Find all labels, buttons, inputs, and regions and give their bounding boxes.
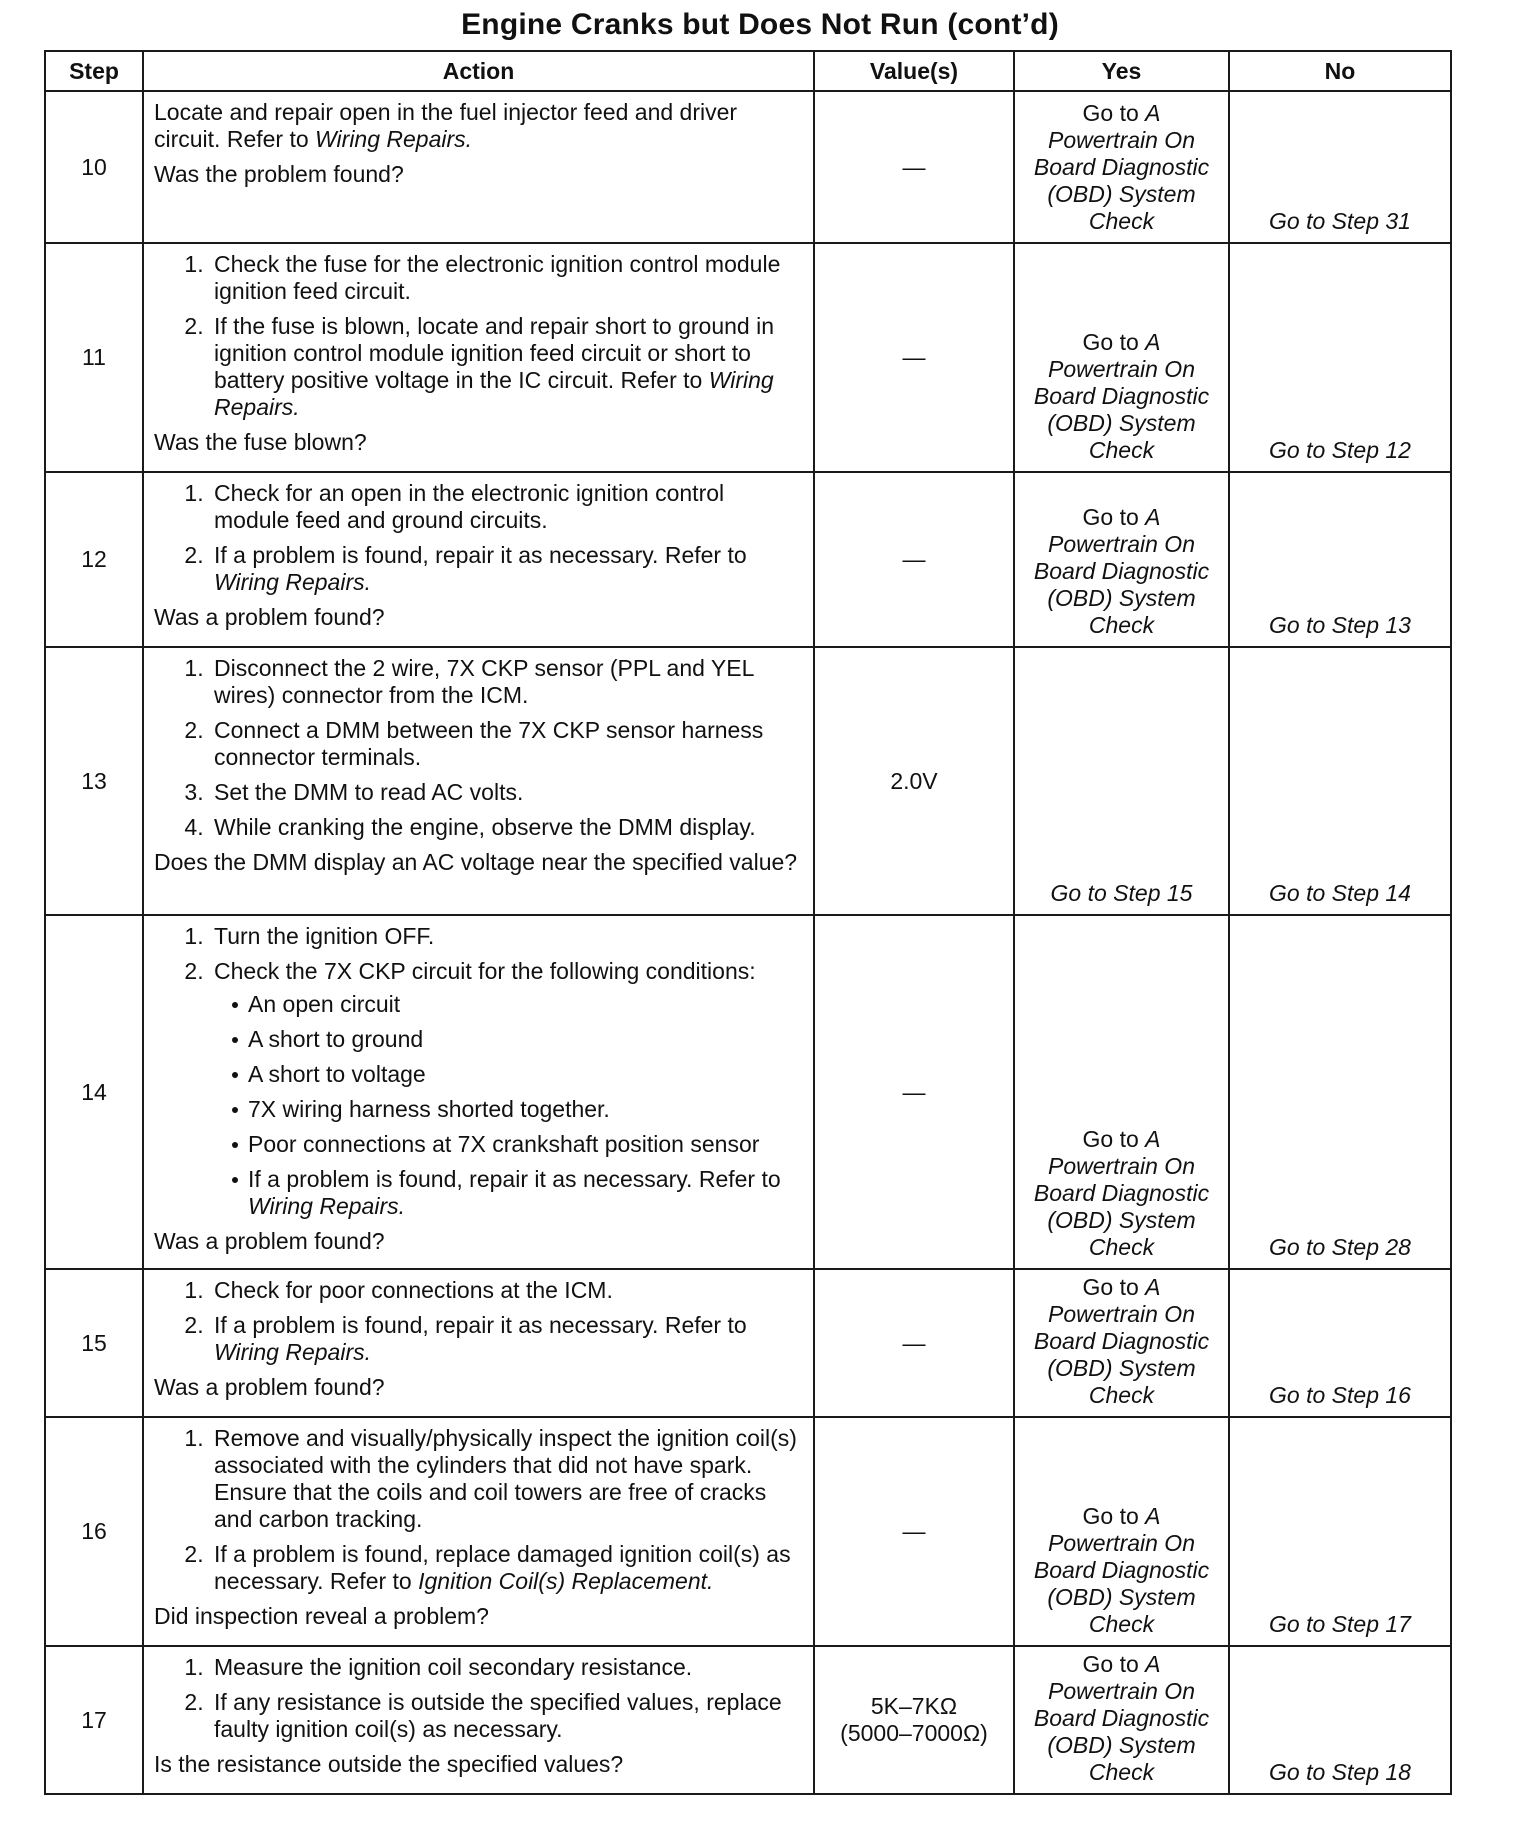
step-number: 13 [45, 647, 143, 915]
action-steps [154, 1277, 801, 1366]
action-text: Locate and repair open in the fuel injector feed and driver circuit. Refer to Wiring Repairs. [154, 99, 738, 152]
list-item: 2. If a problem is found, replace damaged ignition coil(s) as necessary. Refer to Ignition Coil(s) Replacement. [210, 1541, 801, 1595]
yes-cell: Go to A Powertrain On Board Diagnostic (OBD) System Check [1014, 1646, 1229, 1794]
table-row [45, 472, 1451, 647]
no-cell: Go to Step 17 [1229, 1417, 1451, 1646]
action-cell [143, 1646, 814, 1794]
value-cell: — [814, 1269, 1014, 1417]
action-question: Did inspection reveal a problem? [154, 1603, 489, 1629]
yes-cell: Go to A Powertrain On Board Diagnostic (OBD) System Check [1014, 1269, 1229, 1417]
yes-cell: Go to Step 15 [1014, 647, 1229, 915]
action-question: Was the problem found? [154, 161, 404, 187]
yes-cell: Go to A Powertrain On Board Diagnostic (OBD) System Check [1014, 472, 1229, 647]
header-value: Value(s) [814, 51, 1014, 91]
yes-cell: Go to A Powertrain On Board Diagnostic (OBD) System Check [1014, 1417, 1229, 1646]
table-row [45, 91, 1451, 243]
value-cell: — [814, 243, 1014, 472]
action-steps [154, 923, 801, 1220]
reference-link-text: Wiring Repairs. [315, 126, 473, 152]
action-steps [154, 655, 801, 841]
action-steps [154, 1654, 801, 1743]
list-item: 1. Check for an open in the electronic ignition control module feed and ground circuits. [210, 480, 801, 534]
list-item: 7X wiring harness shorted together. [248, 1096, 801, 1123]
value-cell: 2.0V [814, 647, 1014, 915]
no-cell: Go to Step 14 [1229, 647, 1451, 915]
list-item: 2. Check the 7X CKP circuit for the following conditions: An open circuit A short to ground A short to voltage 7X wiring harness shorted together. Poor connections at 7X crankshaft position sensor If a problem is found, repair it as necessary. Refer to Wiring Repairs. [210, 958, 801, 1220]
header-row [45, 51, 1451, 91]
value-cell: — [814, 91, 1014, 243]
no-cell: Go to Step 13 [1229, 472, 1451, 647]
yes-cell: Go to A Powertrain On Board Diagnostic (OBD) System Check [1014, 91, 1229, 243]
list-item: A short to ground [248, 1026, 801, 1053]
list-item: An open circuit [248, 991, 801, 1018]
step-number: 12 [45, 472, 143, 647]
action-cell [143, 243, 814, 472]
yes-cell: Go to A Powertrain On Board Diagnostic (OBD) System Check [1014, 915, 1229, 1269]
no-cell: Go to Step 16 [1229, 1269, 1451, 1417]
value-cell: — [814, 1417, 1014, 1646]
header-step: Step [45, 51, 143, 91]
header-action: Action [143, 51, 814, 91]
action-question: Was the fuse blown? [154, 429, 367, 455]
action-cell [143, 91, 814, 243]
table-row [45, 1417, 1451, 1646]
list-item: 2. If the fuse is blown, locate and repair short to ground in ignition control module ignition feed circuit or short to battery positive voltage in the IC circuit. Refer to Wiring Repairs. [210, 313, 801, 421]
step-number: 15 [45, 1269, 143, 1417]
list-item: 1. Disconnect the 2 wire, 7X CKP sensor (PPL and YEL wires) connector from the ICM. [210, 655, 801, 709]
action-cell [143, 1417, 814, 1646]
step-number: 16 [45, 1417, 143, 1646]
list-item: 1. Remove and visually/physically inspect the ignition coil(s) associated with the cylinders that did not have spark. Ensure that the coils and coil towers are free of cracks and carbon tracking. [210, 1425, 801, 1533]
action-cell [143, 472, 814, 647]
value-primary: 5K–7KΩ [870, 1693, 958, 1719]
action-steps [154, 1425, 801, 1595]
no-cell: Go to Step 31 [1229, 91, 1451, 243]
action-question: Was a problem found? [154, 1228, 385, 1254]
list-item: 1. Measure the ignition coil secondary resistance. [210, 1654, 801, 1681]
list-item: 3. Set the DMM to read AC volts. [210, 779, 801, 806]
list-item: 2. If a problem is found, repair it as necessary. Refer to Wiring Repairs. [210, 1312, 801, 1366]
list-item: 2. If any resistance is outside the specified values, replace faulty ignition coil(s) as necessary. [210, 1689, 801, 1743]
action-question: Does the DMM display an AC voltage near the specified value? [154, 849, 798, 875]
yes-cell: Go to A Powertrain On Board Diagnostic (OBD) System Check [1014, 243, 1229, 472]
list-item: 1. Turn the ignition OFF. [210, 923, 801, 950]
value-cell: — [814, 915, 1014, 1269]
table-row [45, 647, 1451, 915]
no-cell: Go to Step 12 [1229, 243, 1451, 472]
list-item: A short to voltage [248, 1061, 801, 1088]
table-row [45, 915, 1451, 1269]
list-item: 2. Connect a DMM between the 7X CKP sensor harness connector terminals. [210, 717, 801, 771]
condition-list [214, 991, 801, 1220]
value-cell: — [814, 472, 1014, 647]
action-cell [143, 915, 814, 1269]
action-question: Is the resistance outside the specified values? [154, 1751, 624, 1777]
table-row [45, 1646, 1451, 1794]
no-cell: Go to Step 18 [1229, 1646, 1451, 1794]
action-question: Was a problem found? [154, 604, 385, 630]
table-row [45, 243, 1451, 472]
value-secondary: (5000–7000Ω) [840, 1720, 988, 1746]
table-row [45, 1269, 1451, 1417]
list-item: 2. If a problem is found, repair it as necessary. Refer to Wiring Repairs. [210, 542, 801, 596]
step-number: 11 [45, 243, 143, 472]
no-cell: Go to Step 28 [1229, 915, 1451, 1269]
list-item: Poor connections at 7X crankshaft position sensor [248, 1131, 801, 1158]
value-cell [814, 1646, 1014, 1794]
list-item: If a problem is found, repair it as necessary. Refer to Wiring Repairs. [248, 1166, 801, 1220]
action-cell [143, 1269, 814, 1417]
action-steps [154, 251, 801, 421]
step-number: 10 [45, 91, 143, 243]
step-number: 17 [45, 1646, 143, 1794]
action-question: Was a problem found? [154, 1374, 385, 1400]
header-yes: Yes [1014, 51, 1229, 91]
step-number: 14 [45, 915, 143, 1269]
action-cell [143, 647, 814, 915]
header-no: No [1229, 51, 1451, 91]
list-item: 1. Check for poor connections at the ICM. [210, 1277, 801, 1304]
list-item: 1. Check the fuse for the electronic ignition control module ignition feed circuit. [210, 251, 801, 305]
page-title: Engine Cranks but Does Not Run (cont’d) [461, 8, 1059, 41]
list-item: 4. While cranking the engine, observe the DMM display. [210, 814, 801, 841]
action-steps [154, 480, 801, 596]
diagnostic-table [44, 50, 1452, 1795]
